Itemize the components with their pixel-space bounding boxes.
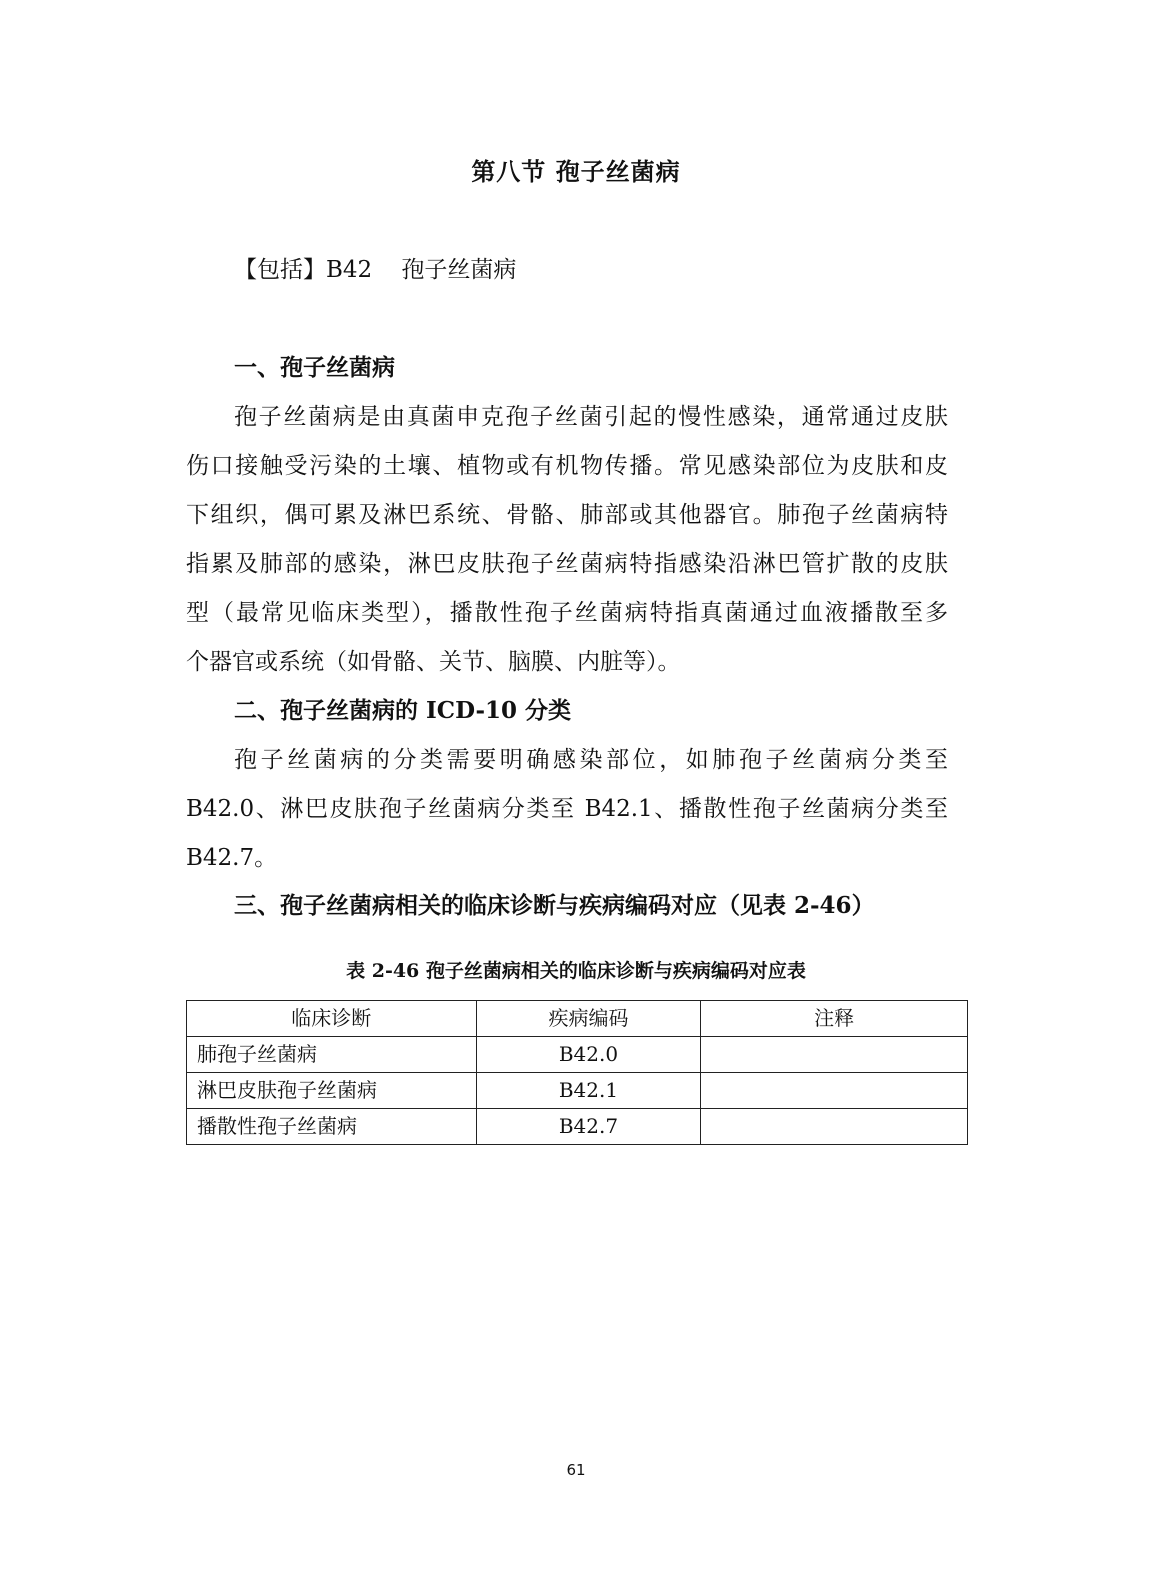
page-number: 61	[566, 1461, 586, 1479]
paragraph-line: 伤口接触受污染的土壤、植物或有机物传播。常见感染部位为皮肤和皮	[186, 453, 948, 479]
cell-note	[701, 1037, 968, 1073]
table-header-row	[187, 1001, 968, 1037]
cell-diagnosis: 肺孢子丝菌病	[187, 1037, 477, 1073]
header-diagnosis: 临床诊断	[187, 1001, 477, 1037]
section-heading-2: 二、孢子丝菌病的 ICD-10 分类	[234, 697, 572, 724]
table-row	[187, 1109, 968, 1145]
paragraph-line: B42.0、淋巴皮肤孢子丝菌病分类至 B42.1、播散性孢子丝菌病分类至	[186, 796, 948, 822]
paragraph-line: 指累及肺部的感染，淋巴皮肤孢子丝菌病特指感染沿淋巴管扩散的皮肤	[186, 551, 948, 577]
cell-note	[701, 1073, 968, 1109]
paragraph-line: 个器官或系统（如骨骼、关节、脑膜、内脏等）。	[186, 649, 681, 675]
cell-note	[701, 1109, 968, 1145]
cell-diagnosis: 淋巴皮肤孢子丝菌病	[187, 1073, 477, 1109]
table-row	[187, 1037, 968, 1073]
diagnosis-code-table	[186, 1000, 968, 1145]
paragraph-line: 孢子丝菌病是由真菌申克孢子丝菌引起的慢性感染，通常通过皮肤	[234, 404, 948, 430]
cell-diagnosis: 播散性孢子丝菌病	[187, 1109, 477, 1145]
paragraph-line: 孢子丝菌病的分类需要明确感染部位，如肺孢子丝菌病分类至	[234, 747, 948, 773]
table-row	[187, 1073, 968, 1109]
table-caption: 表 2-46 孢子丝菌病相关的临床诊断与疾病编码对应表	[346, 960, 806, 982]
cell-code: B42.1	[476, 1073, 701, 1109]
paragraph-line: B42.7。	[186, 845, 278, 871]
paragraph-line: 下组织，偶可累及淋巴系统、骨骼、肺部或其他器官。肺孢子丝菌病特	[186, 502, 948, 528]
cell-code: B42.7	[476, 1109, 701, 1145]
cell-code: B42.0	[476, 1037, 701, 1073]
include-line: 【包括】B42 孢子丝菌病	[234, 257, 517, 283]
header-code: 疾病编码	[476, 1001, 701, 1037]
section-heading-1: 一、孢子丝菌病	[234, 354, 395, 381]
header-note: 注释	[701, 1001, 968, 1037]
page-title: 第八节 孢子丝菌病	[471, 157, 681, 186]
section-heading-3: 三、孢子丝菌病相关的临床诊断与疾病编码对应（见表 2-46）	[234, 892, 875, 919]
paragraph-line: 型（最常见临床类型），播散性孢子丝菌病特指真菌通过血液播散至多	[186, 600, 948, 626]
